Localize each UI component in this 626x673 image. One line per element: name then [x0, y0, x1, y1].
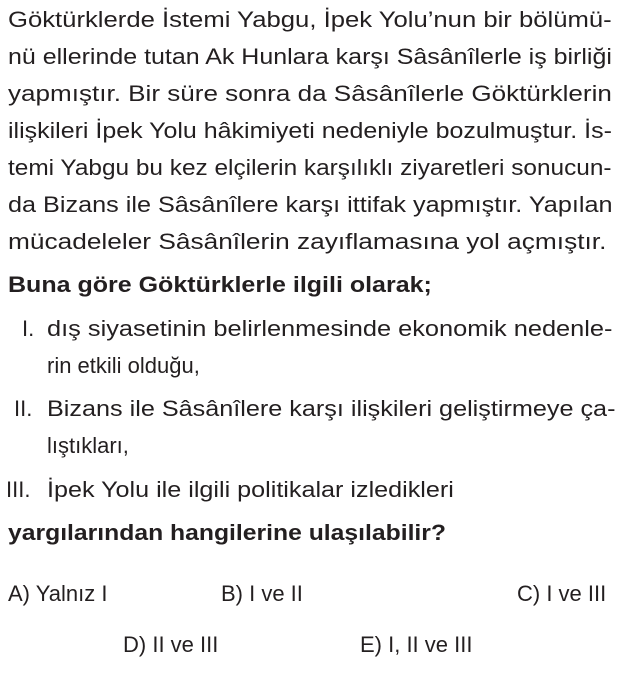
statement-line: dış siyasetinin belirlenmesinde ekonomik nedenle-: [47, 316, 613, 341]
passage-line-5: temi Yabgu bu kez elçilerin karşılıklı ziyaretleri sonucun-: [8, 155, 612, 180]
statement-number: III.: [6, 477, 31, 502]
option-c[interactable]: C) I ve III: [517, 581, 607, 606]
statement-line: Bizans ile Sâsânîlere karşı ilişkileri geliştirmeye ça-: [47, 396, 616, 421]
passage-line-7: mücadeleler Sâsânîlerin zayıflamasına yol açmıştır.: [8, 229, 607, 254]
statement-line: lıştıkları,: [47, 433, 129, 458]
statement-number: I.: [22, 316, 35, 341]
option-d[interactable]: D) II ve III: [123, 632, 219, 657]
statement-line: rin etkili olduğu,: [47, 353, 200, 378]
option-b[interactable]: B) I ve II: [221, 581, 303, 606]
passage-line-4: ilişkileri İpek Yolu hâkimiyeti nedeniyle bozulmuştur. İs-: [8, 118, 612, 143]
statement-line: İpek Yolu ile ilgili politikalar izledikleri: [47, 477, 454, 502]
question-stem: Buna göre Göktürklerle ilgili olarak;: [8, 272, 432, 297]
question-prompt: yargılarından hangilerine ulaşılabilir?: [8, 520, 447, 545]
passage-line-3: yapmıştır. Bir süre sonra da Sâsânîlerle Göktürklerin: [8, 81, 612, 106]
passage-line-2: nü ellerinde tutan Ak Hunlara karşı Sâsânîlerle iş birliği: [8, 44, 612, 69]
passage-line-6: da Bizans ile Sâsânîlere karşı ittifak yapmıştır. Yapılan: [8, 192, 613, 217]
option-a[interactable]: A) Yalnız I: [8, 581, 108, 606]
passage-line-1: Göktürklerde İstemi Yabgu, İpek Yolu’nun bir bölümü-: [8, 7, 612, 32]
statement-number: II.: [14, 396, 33, 421]
option-e[interactable]: E) I, II ve III: [360, 632, 473, 657]
